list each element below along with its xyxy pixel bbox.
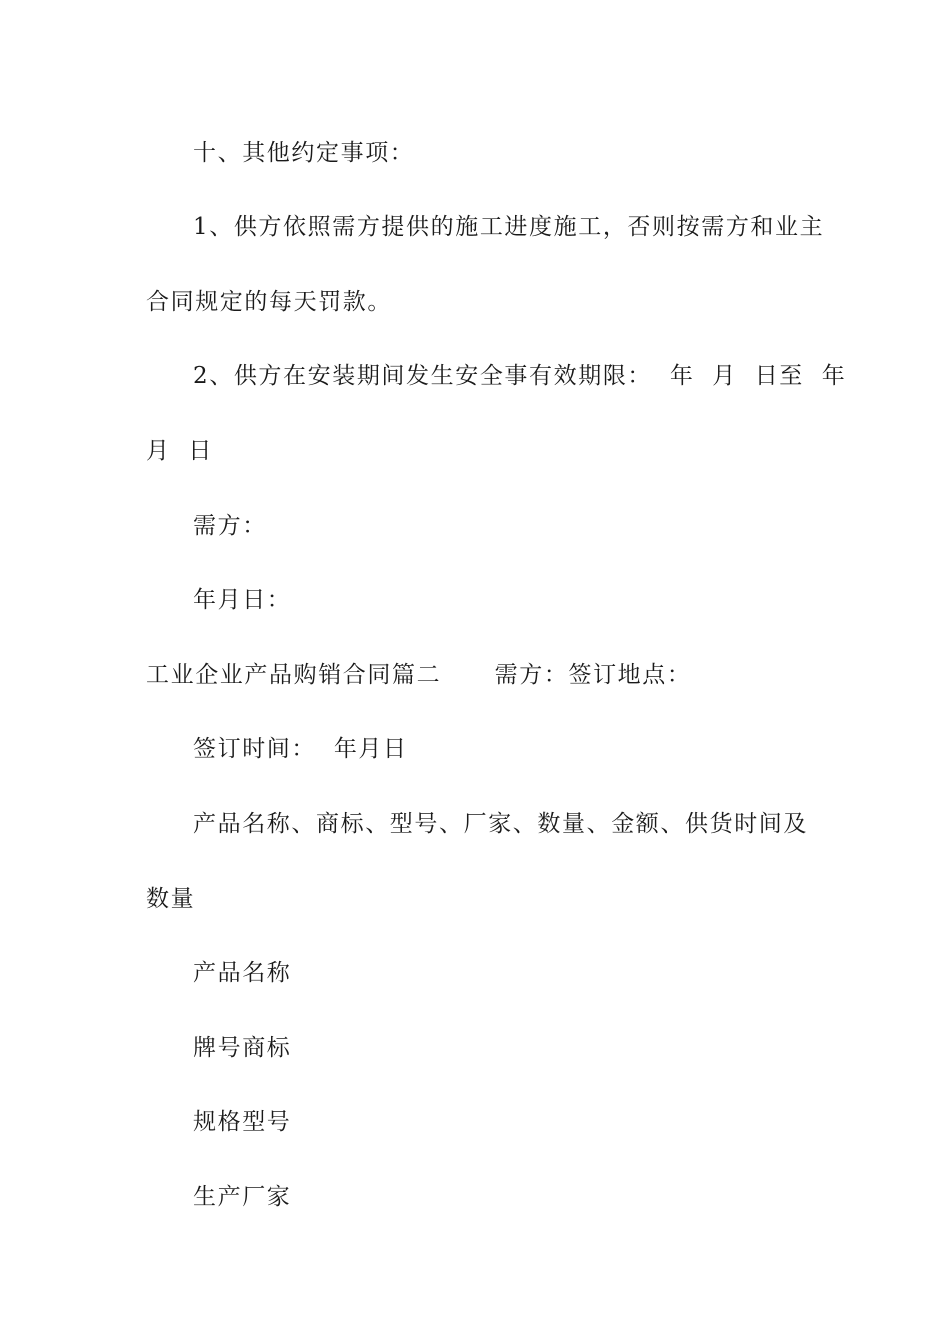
buyer-signature-label: 需方：	[193, 513, 267, 539]
signing-time: 签订时间： 年月日	[193, 736, 408, 762]
section-heading-other-terms: 十、其他约定事项：	[193, 140, 415, 166]
clause-1-line-2: 合同规定的每天罚款。	[146, 289, 392, 315]
contract-title-part-two: 工业企业产品购销合同篇二 需方：签订地点：	[146, 662, 692, 688]
field-brand-trademark: 牌号商标	[193, 1035, 292, 1061]
product-info-heading-line-2: 数量	[146, 886, 196, 912]
field-manufacturer: 生产厂家	[193, 1184, 292, 1210]
field-spec-model: 规格型号	[193, 1109, 292, 1135]
date-label: 年月日：	[193, 587, 292, 613]
product-info-heading-line-1: 产品名称、商标、型号、厂家、数量、金额、供货时间及	[193, 811, 808, 837]
clause-2-line-1: 2、供方在安装期间发生安全事有效期限： 年 月 日至 年	[193, 363, 847, 389]
field-product-name: 产品名称	[193, 960, 292, 986]
clause-1-line-1: 1、供方依照需方提供的施工进度施工，否则按需方和业主	[193, 214, 825, 240]
clause-2-line-2: 月 日	[146, 438, 214, 464]
